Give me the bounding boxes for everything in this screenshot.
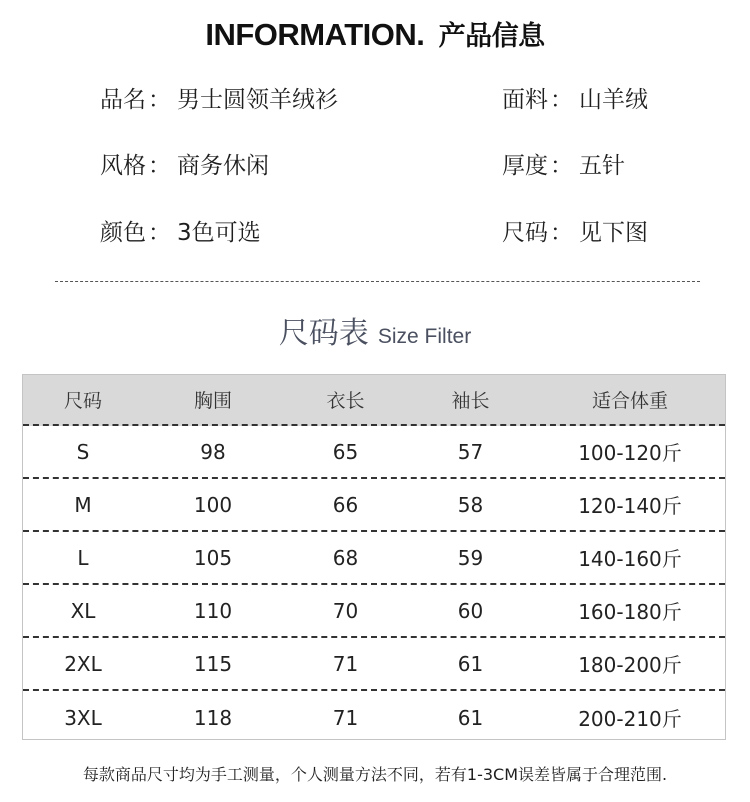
info-label: 品名 — [100, 87, 146, 113]
cell-length: 68 — [332, 545, 359, 570]
cell-size: 2XL — [64, 651, 102, 676]
cell-sleeve: 58 — [457, 492, 484, 517]
info-value: 3色可选 — [177, 220, 261, 246]
info-label: 颜色 — [100, 220, 146, 246]
size-title-chinese: 尺码表 — [278, 316, 369, 351]
table-row — [23, 585, 725, 638]
cell-weight: 200-210斤 — [578, 707, 682, 731]
header-cell-sleeve: 袖长 — [451, 390, 490, 412]
info-item-style — [100, 150, 269, 182]
cell-chest: 100 — [193, 492, 233, 517]
info-value: 男士圆领羊绒衫 — [177, 87, 338, 113]
info-separator: ： — [550, 220, 573, 246]
header-cell-chest: 胸围 — [193, 390, 232, 412]
info-value: 山羊绒 — [579, 87, 648, 113]
cell-length: 71 — [332, 705, 359, 730]
size-table-title — [0, 308, 750, 352]
size-table — [22, 374, 726, 740]
info-item-fabric — [502, 84, 648, 116]
table-row — [23, 426, 725, 479]
cell-chest: 98 — [200, 439, 226, 464]
cell-chest: 105 — [193, 545, 233, 570]
info-item-name — [100, 84, 338, 116]
cell-size: S — [76, 439, 90, 464]
measurement-note: 每款商品尺寸均为手工测量，个人测量方法不同，若有1-3CM误差皆属于合理范围. — [82, 765, 668, 784]
info-label: 面料 — [502, 87, 548, 113]
cell-length: 71 — [332, 651, 359, 676]
cell-sleeve: 59 — [457, 545, 484, 570]
table-row — [23, 532, 725, 585]
title-english: INFORMATION. — [205, 17, 425, 52]
table-row — [23, 638, 725, 691]
cell-length: 66 — [332, 492, 359, 517]
info-item-thickness — [502, 150, 625, 182]
cell-sleeve: 61 — [457, 705, 484, 730]
cell-sleeve: 57 — [457, 439, 484, 464]
cell-size: M — [74, 492, 92, 517]
info-label: 厚度 — [502, 153, 548, 179]
cell-size: XL — [70, 598, 96, 623]
cell-sleeve: 60 — [457, 598, 484, 623]
info-separator: ： — [148, 153, 171, 179]
table-header-row — [23, 375, 725, 426]
info-separator: ： — [148, 220, 171, 246]
info-value: 见下图 — [579, 220, 648, 246]
cell-weight: 140-160斤 — [578, 547, 682, 571]
cell-sleeve: 61 — [457, 651, 484, 676]
size-title-english: Size Filter — [377, 325, 472, 348]
cell-chest: 110 — [193, 598, 233, 623]
info-item-size — [502, 217, 648, 249]
info-value: 商务休闲 — [177, 153, 269, 179]
header-cell-size: 尺码 — [63, 390, 102, 412]
cell-length: 65 — [332, 439, 359, 464]
table-row — [23, 479, 725, 532]
table-row — [23, 691, 725, 744]
cell-weight: 120-140斤 — [578, 494, 682, 518]
info-item-color — [100, 217, 261, 249]
cell-chest: 115 — [193, 651, 233, 676]
info-separator: ： — [148, 87, 171, 113]
cell-size: L — [77, 545, 89, 570]
cell-chest: 118 — [193, 705, 233, 730]
info-label: 尺码 — [502, 220, 548, 246]
header-cell-weight: 适合体重 — [591, 390, 668, 412]
cell-weight: 160-180斤 — [578, 600, 682, 624]
product-info — [0, 82, 750, 252]
cell-size: 3XL — [64, 705, 102, 730]
cell-weight: 100-120斤 — [578, 441, 682, 465]
info-separator: ： — [550, 153, 573, 179]
cell-length: 70 — [332, 598, 359, 623]
title-chinese: 产品信息 — [438, 21, 545, 52]
page-title — [0, 14, 750, 53]
info-label: 风格 — [100, 153, 146, 179]
cell-weight: 180-200斤 — [578, 653, 682, 677]
section-divider — [55, 281, 700, 282]
header-cell-length: 衣长 — [326, 390, 365, 412]
info-value: 五针 — [579, 153, 625, 179]
info-separator: ： — [550, 87, 573, 113]
